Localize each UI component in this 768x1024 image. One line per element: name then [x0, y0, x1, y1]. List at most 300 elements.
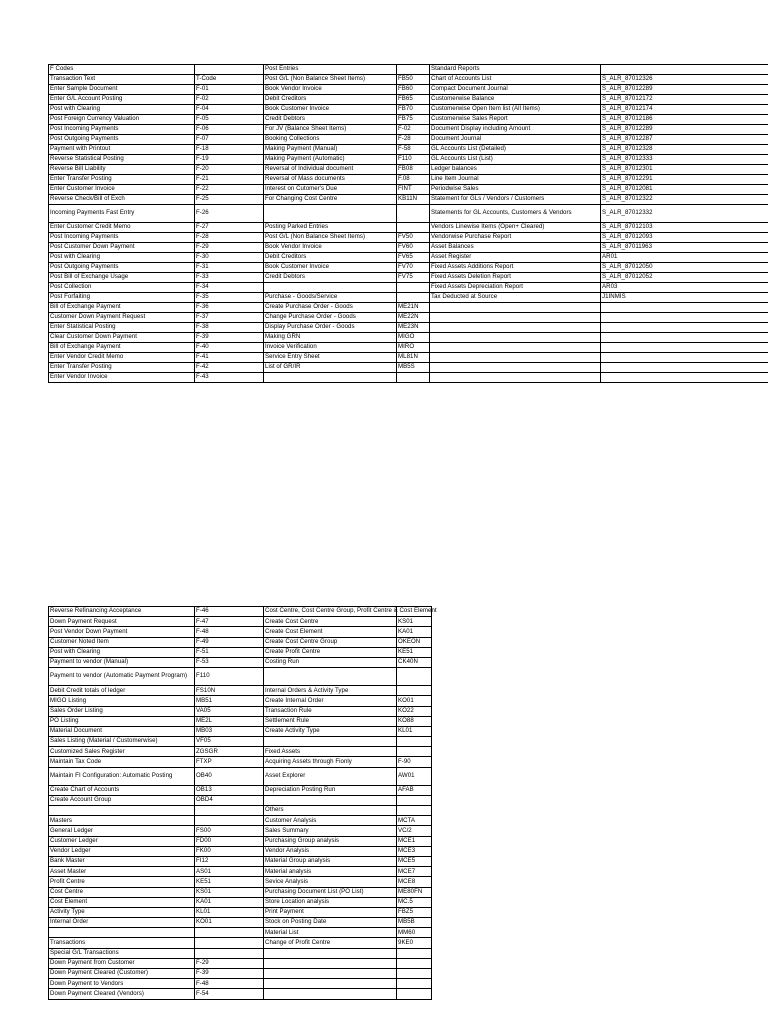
table-cell: F-90: [397, 757, 432, 767]
table-cell: Create Chart of Accounts: [49, 785, 195, 795]
table-cell: FB50: [397, 75, 430, 85]
table-cell: F Codes: [49, 65, 195, 75]
table-cell: For Changing Cost Centre: [264, 195, 397, 205]
table-row: [49, 75, 768, 85]
table-cell: Activity Type: [49, 907, 195, 917]
table-cell: Customized Sales Register: [49, 747, 195, 757]
table-cell: Profit Centre: [49, 877, 195, 887]
table-cell: Payment with Printout: [49, 145, 195, 155]
table-cell: [264, 979, 397, 989]
table-cell: F-40: [195, 343, 264, 353]
table-cell: KE51: [195, 877, 264, 887]
table-row: [49, 105, 768, 115]
table-cell: MC.5: [397, 897, 432, 907]
table-cell: S_ALR_87012050: [601, 263, 768, 273]
table-cell: Document Journal: [430, 135, 601, 145]
table-cell: Special G/L Transactions: [49, 948, 195, 958]
table-cell: MIRO: [397, 343, 430, 353]
table-row: [49, 816, 432, 826]
table-cell: Periodwise Sales: [430, 185, 601, 195]
table-cell: Ledger balances: [430, 165, 601, 175]
table-cell: F-27: [195, 223, 264, 233]
table-cell: F-02: [195, 95, 264, 105]
table-row: [49, 696, 432, 706]
table-cell: Asset Balances: [430, 243, 601, 253]
table-cell: Sales Summary: [264, 826, 397, 836]
table-cell: Transaction Rule: [264, 706, 397, 716]
table-cell: Reversal of Mass documents: [264, 175, 397, 185]
table-cell: Down Payment Cleared (Customer): [49, 969, 195, 979]
table-cell: ML81N: [397, 353, 430, 363]
table-cell: [397, 948, 432, 958]
table-cell: [601, 303, 768, 313]
table-row: [49, 877, 432, 887]
table-cell: [601, 333, 768, 343]
table-cell: MCTA: [397, 816, 432, 826]
table-row: [49, 333, 768, 343]
table-cell: Vendorwise Purchase Report: [430, 233, 601, 243]
table-cell: Down Payment Request: [49, 617, 195, 627]
table-cell: Cost Centre, Cost Centre Group, Profit Centre & Cost Element: [264, 607, 397, 617]
table-cell: F110: [397, 155, 430, 165]
table-cell: Post with Clearing: [49, 105, 195, 115]
table-cell: FBZ5: [397, 907, 432, 917]
table-cell: F-48: [195, 979, 264, 989]
table-cell: OKEON: [397, 637, 432, 647]
table-row: [49, 283, 768, 293]
table-cell: Enter Transfer Posting: [49, 175, 195, 185]
table-cell: FB60: [397, 85, 430, 95]
table-row: [49, 323, 768, 333]
table-cell: F-22: [195, 185, 264, 195]
table-cell: OB40: [195, 767, 264, 785]
table-cell: Post Incoming Payments: [49, 233, 195, 243]
table-cell: List of GR/IR: [264, 363, 397, 373]
table-cell: Reversal of Individual document: [264, 165, 397, 175]
table-cell: Post Outgoing Payments: [49, 135, 195, 145]
table-cell: [397, 686, 432, 696]
table-cell: Vendor Analysis: [264, 846, 397, 856]
table-cell: Sevice Analysis: [264, 877, 397, 887]
table-cell: FINT: [397, 185, 430, 195]
table-cell: Standard Reports: [430, 65, 601, 75]
table-cell: [430, 303, 601, 313]
table-cell: S_ALR_87012322: [601, 195, 768, 205]
table-cell: Customer Analysis: [264, 816, 397, 826]
table-row: [49, 846, 432, 856]
table-cell: Maintain FI Configuration: Automatic Posting: [49, 767, 195, 785]
table-cell: ZGSGR: [195, 747, 264, 757]
table-cell: [430, 313, 601, 323]
table-row: [49, 767, 432, 785]
table-cell: MB03: [195, 726, 264, 736]
table-cell: Enter Vendor Credit Memo: [49, 353, 195, 363]
table-row: [49, 668, 432, 686]
table-cell: F110: [195, 668, 264, 686]
table-cell: Post Customer Down Payment: [49, 243, 195, 253]
table-cell: Customer Down Payment Request: [49, 313, 195, 323]
table-cell: Post Collection: [49, 283, 195, 293]
table-cell: Down Payment Cleared (Vendors): [49, 989, 195, 999]
table-row: [49, 938, 432, 948]
table-cell: MM60: [397, 928, 432, 938]
table-cell: [397, 373, 430, 383]
table-row: [49, 125, 768, 135]
table-cell: Credit Debtors: [264, 273, 397, 283]
table-cell: Chart of Accounts List: [430, 75, 601, 85]
table-cell: F-25: [195, 195, 264, 205]
table-cell: [195, 948, 264, 958]
table-row: [49, 65, 768, 75]
table-cell: S_ALR_87012081: [601, 185, 768, 195]
table-row: [49, 185, 768, 195]
table-row: [49, 897, 432, 907]
table-cell: F-58: [397, 145, 430, 155]
table-cell: S_ALR_87012093: [601, 233, 768, 243]
table-cell: Enter Sample Document: [49, 85, 195, 95]
table-cell: F-19: [195, 155, 264, 165]
table-cell: Enter G/L Account Posting: [49, 95, 195, 105]
table-row: [49, 373, 768, 383]
table-cell: Tax Deducted at Source: [430, 293, 601, 303]
table-cell: F-46: [195, 607, 264, 617]
table-cell: Booking Collections: [264, 135, 397, 145]
table-cell: OB13: [195, 785, 264, 795]
table-cell: KS01: [397, 617, 432, 627]
table-cell: MIGO Listing: [49, 696, 195, 706]
table-row: [49, 135, 768, 145]
table-row: [49, 747, 432, 757]
table-row: [49, 958, 432, 968]
table-cell: FTXP: [195, 757, 264, 767]
table-cell: Enter Customer Invoice: [49, 185, 195, 195]
table-cell: Fixed Assets: [264, 747, 397, 757]
table-row: [49, 617, 432, 627]
table-cell: Costing Run: [264, 657, 397, 667]
table-cell: FB65: [397, 95, 430, 105]
table-row: [49, 607, 432, 617]
table-cell: AFAB: [397, 785, 432, 795]
table-row: [49, 657, 432, 667]
table-row: [49, 243, 768, 253]
table-cell: F-35: [195, 293, 264, 303]
table-cell: MB5S: [397, 363, 430, 373]
table-cell: Line Item Journal: [430, 175, 601, 185]
table-cell: [264, 205, 397, 223]
table-cell: Create Profit Centre: [264, 647, 397, 657]
table-cell: Post Bill of Exchange Usage: [49, 273, 195, 283]
table-cell: Fixed Assets Depreciation Report: [430, 283, 601, 293]
table-cell: Making Payment (Manual): [264, 145, 397, 155]
table-cell: [430, 373, 601, 383]
table-cell: Service Entry Sheet: [264, 353, 397, 363]
table-cell: [430, 363, 601, 373]
table-row: [49, 313, 768, 323]
table-cell: [264, 373, 397, 383]
table-cell: FI12: [195, 856, 264, 866]
table-cell: Asset Register: [430, 253, 601, 263]
table-cell: MB51: [195, 696, 264, 706]
table-row: [49, 647, 432, 657]
table-cell: Sales Order Listing: [49, 706, 195, 716]
table-row: [49, 205, 768, 223]
table-cell: [49, 928, 195, 938]
table-row: [49, 826, 432, 836]
table-row: [49, 856, 432, 866]
table-cell: J1INMIS: [601, 293, 768, 303]
transaction-codes-table-top: [48, 64, 768, 383]
table-cell: Credit Debtors: [264, 115, 397, 125]
table-cell: [264, 948, 397, 958]
table-cell: [397, 747, 432, 757]
table-row: [49, 785, 432, 795]
table-cell: Create Internal Order: [264, 696, 397, 706]
table-cell: Document Display including Amount: [430, 125, 601, 135]
table-cell: F-21: [195, 175, 264, 185]
table-cell: S_ALR_87012326: [601, 75, 768, 85]
table-cell: Material Group analysis: [264, 856, 397, 866]
table-cell: GL Accounts List (Detailed): [430, 145, 601, 155]
table-cell: F-29: [195, 243, 264, 253]
table-cell: MCE7: [397, 867, 432, 877]
table-cell: F-41: [195, 353, 264, 363]
table-cell: KO01: [397, 696, 432, 706]
table-cell: MCE3: [397, 846, 432, 856]
table-row: [49, 887, 432, 897]
table-cell: Post Forfaiting: [49, 293, 195, 303]
table-row: [49, 145, 768, 155]
table-cell: MCE5: [397, 856, 432, 866]
table-row: [49, 115, 768, 125]
table-cell: [264, 969, 397, 979]
table-cell: [397, 989, 432, 999]
table-cell: F-28: [397, 135, 430, 145]
table-cell: Statement for GLs / Vendors / Customers: [430, 195, 601, 205]
table-cell: CK40N: [397, 657, 432, 667]
table-cell: F-43: [195, 373, 264, 383]
table-cell: Transactions: [49, 938, 195, 948]
table-row: [49, 795, 432, 805]
table-row: [49, 918, 432, 928]
table-cell: Customer Noted Item: [49, 637, 195, 647]
table-cell: F-28: [195, 233, 264, 243]
table-cell: F-54: [195, 989, 264, 999]
table-row: [49, 969, 432, 979]
table-cell: [601, 343, 768, 353]
table-cell: AW01: [397, 767, 432, 785]
table-cell: FV65: [397, 253, 430, 263]
transaction-codes-table-bottom: [48, 606, 437, 1000]
table-row: [49, 263, 768, 273]
table-cell: Enter Vendor Invoice: [49, 373, 195, 383]
table-cell: Create Cost Element: [264, 627, 397, 637]
table-cell: Post G/L (Non Balance Sheet Items): [264, 75, 397, 85]
table-cell: Internal Orders & Activity Type: [264, 686, 397, 696]
table-cell: Material Document: [49, 726, 195, 736]
table-cell: F-47: [195, 617, 264, 627]
table-cell: KA01: [397, 627, 432, 637]
table-cell: F-01: [195, 85, 264, 95]
table-cell: Display Purchase Order - Goods: [264, 323, 397, 333]
table-cell: Enter Customer Credit Memo: [49, 223, 195, 233]
table-cell: Maintain Tax Code: [49, 757, 195, 767]
table-cell: KE51: [397, 647, 432, 657]
table-row: [49, 867, 432, 877]
table-cell: [397, 65, 430, 75]
table-cell: F-48: [195, 627, 264, 637]
table-cell: Post Vendor Down Payment: [49, 627, 195, 637]
table-cell: [397, 283, 430, 293]
table-cell: S_ALR_87012103: [601, 223, 768, 233]
table-row: [49, 303, 768, 313]
table-cell: S_ALR_87012172: [601, 95, 768, 105]
table-row: [49, 273, 768, 283]
table-cell: ME23N: [397, 323, 430, 333]
table-cell: Create Cost Centre: [264, 617, 397, 627]
table-cell: Incoming Payments Fast Entry: [49, 205, 195, 223]
table-cell: PO Listing: [49, 716, 195, 726]
table-cell: Debit Creditors: [264, 95, 397, 105]
table-cell: Material analysis: [264, 867, 397, 877]
table-cell: [195, 928, 264, 938]
table-cell: Fixed Assets Additions Report: [430, 263, 601, 273]
table-cell: Others: [264, 806, 397, 816]
table-cell: [397, 205, 430, 223]
table-cell: Reverse Statistical Posting: [49, 155, 195, 165]
table-cell: Making Payment (Automatic): [264, 155, 397, 165]
table-cell: [397, 958, 432, 968]
table-cell: Making GRN: [264, 333, 397, 343]
table-cell: VC/2: [397, 826, 432, 836]
table-cell: [397, 737, 432, 747]
table-cell: VA05: [195, 706, 264, 716]
table-cell: Vendor Ledger: [49, 846, 195, 856]
table-cell: [397, 806, 432, 816]
table-cell: Depreciation Posting Run: [264, 785, 397, 795]
table-row: [49, 989, 432, 999]
table-cell: Vendors Linewise Items (Open+ Cleared): [430, 223, 601, 233]
table-cell: Customerwise Open Item list (All Items): [430, 105, 601, 115]
table-cell: [601, 363, 768, 373]
table-cell: Create Account Group: [49, 795, 195, 805]
table-cell: [397, 223, 430, 233]
table-cell: Masters: [49, 816, 195, 826]
table-cell: F-51: [195, 647, 264, 657]
table-cell: [49, 806, 195, 816]
table-cell: Post with Clearing: [49, 647, 195, 657]
table-cell: F-33: [195, 273, 264, 283]
table-cell: [195, 65, 264, 75]
table-row: [49, 726, 432, 736]
table-cell: Book Vendor Invoice: [264, 85, 397, 95]
table-cell: AR01: [601, 253, 768, 263]
table-row: [49, 223, 768, 233]
table-cell: KO88: [397, 716, 432, 726]
table-cell: F-06: [195, 125, 264, 135]
table-cell: Post Entries: [264, 65, 397, 75]
table-cell: For JV (Balance Sheet Items): [264, 125, 397, 135]
table-cell: ME22N: [397, 313, 430, 323]
table-cell: [601, 373, 768, 383]
table-cell: S_ALR_87012328: [601, 145, 768, 155]
table-cell: Sales Listing (Material / Customerwise): [49, 737, 195, 747]
table-cell: Material List: [264, 928, 397, 938]
table-cell: ME21N: [397, 303, 430, 313]
table-cell: Change of Profit Centre: [264, 938, 397, 948]
table-cell: [264, 795, 397, 805]
table-cell: KO01: [195, 918, 264, 928]
table-cell: Post Outgoing Payments: [49, 263, 195, 273]
table-row: [49, 343, 768, 353]
table-cell: [430, 353, 601, 363]
table-row: [49, 928, 432, 938]
table-cell: Customer Ledger: [49, 836, 195, 846]
table-cell: S_ALR_87011963: [601, 243, 768, 253]
table-cell: [601, 323, 768, 333]
table-cell: KS01: [195, 887, 264, 897]
table-cell: [601, 353, 768, 363]
table-cell: [195, 816, 264, 826]
table-cell: Post with Clearing: [49, 253, 195, 263]
table-cell: Purchasing Group analysis: [264, 836, 397, 846]
table-cell: S_ALR_87012333: [601, 155, 768, 165]
table-cell: FV70: [397, 263, 430, 273]
table-cell: Asset Master: [49, 867, 195, 877]
table-cell: F-53: [195, 657, 264, 667]
table-cell: S_ALR_87012052: [601, 273, 768, 283]
table-cell: F-02: [397, 125, 430, 135]
table-cell: Clear Customer Down Payment: [49, 333, 195, 343]
table-cell: [195, 938, 264, 948]
table-cell: Store Location analysis: [264, 897, 397, 907]
table-row: [49, 293, 768, 303]
table-cell: S_ALR_87012289: [601, 125, 768, 135]
table-cell: F-07: [195, 135, 264, 145]
table-cell: [397, 293, 430, 303]
table-cell: Settlement Rule: [264, 716, 397, 726]
table-cell: [397, 795, 432, 805]
table-cell: ME80FN: [397, 887, 432, 897]
table-cell: F-30: [195, 253, 264, 263]
table-cell: S_ALR_87012287: [601, 135, 768, 145]
table-cell: Internal Order: [49, 918, 195, 928]
table-cell: Customerwise Balance: [430, 95, 601, 105]
table-cell: Invoice Verification: [264, 343, 397, 353]
table-cell: Down Payment to Vendors: [49, 979, 195, 989]
table-row: [49, 627, 432, 637]
table-row: [49, 716, 432, 726]
table-cell: MCE1: [397, 836, 432, 846]
table-cell: ME2L: [195, 716, 264, 726]
table-cell: [601, 313, 768, 323]
table-cell: F-42: [195, 363, 264, 373]
table-cell: Create Purchase Order - Goods: [264, 303, 397, 313]
table-row: [49, 979, 432, 989]
table-row: [49, 85, 768, 95]
table-cell: [264, 283, 397, 293]
table-cell: S_ALR_87012291: [601, 175, 768, 185]
table-row: [49, 233, 768, 243]
table-row: [49, 195, 768, 205]
table-cell: F-05: [195, 115, 264, 125]
table-cell: FD00: [195, 836, 264, 846]
table-cell: Stock on Posting Date: [264, 918, 397, 928]
table-cell: Post Incoming Payments: [49, 125, 195, 135]
table-cell: F-29: [195, 958, 264, 968]
table-cell: Fixed Assets Deletion Report: [430, 273, 601, 283]
table-cell: Customerwise Sales Report: [430, 115, 601, 125]
table-cell: Cost Centre: [49, 887, 195, 897]
